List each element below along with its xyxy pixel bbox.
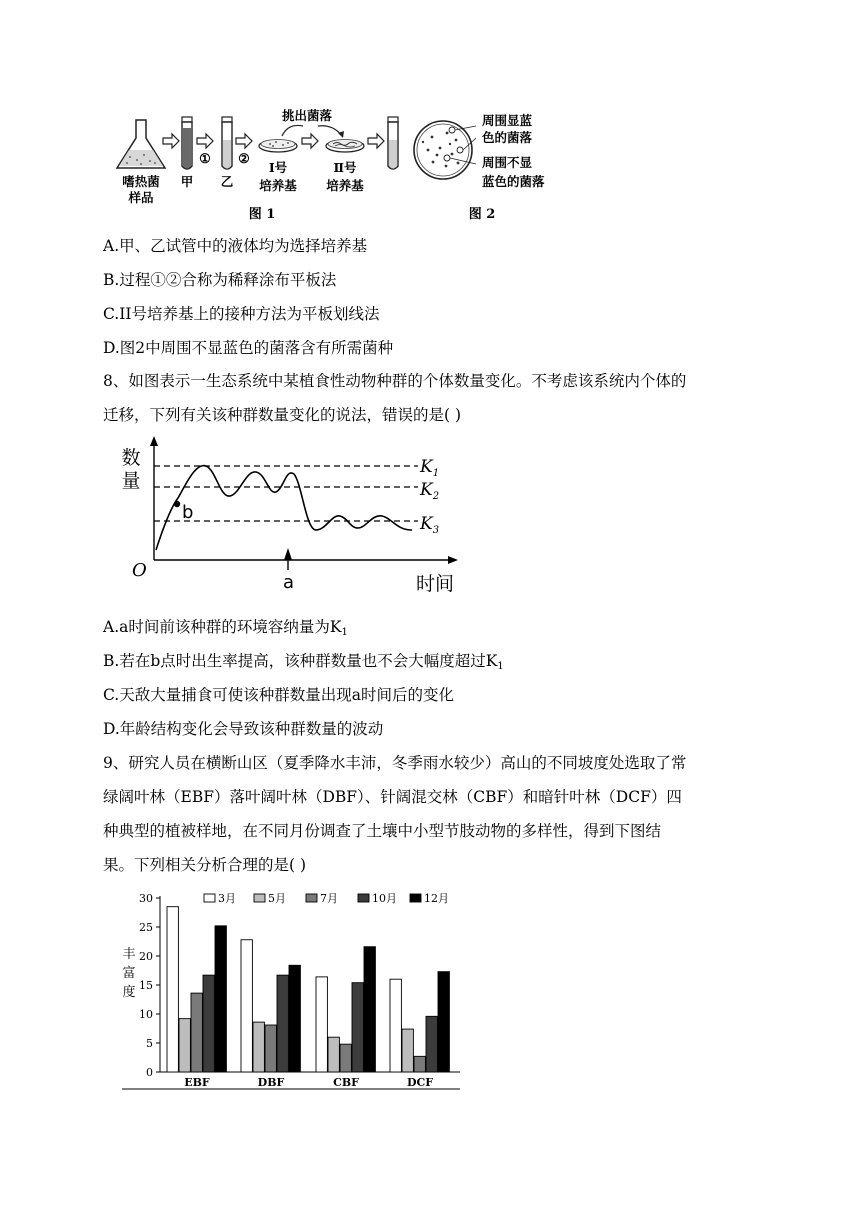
- sample-label-1: 嗜热菌: [122, 174, 160, 189]
- point-b-label: b: [182, 502, 194, 523]
- bar-DCF-10月: [426, 1016, 437, 1072]
- q7-option-a: A.甲、乙试管中的液体均为选择培养基: [103, 237, 368, 255]
- curved-arrow-icon: [282, 125, 303, 136]
- step1-label: ①: [199, 152, 211, 167]
- plate2-label-1: Ⅱ号: [333, 160, 357, 175]
- arrow-right-icon: [197, 134, 213, 148]
- y-label-char1: 数: [121, 447, 141, 469]
- arrow-a-label: a: [283, 572, 295, 593]
- plate1-label-2: 培养基: [259, 178, 297, 193]
- test-tube-yi-icon: [222, 117, 232, 169]
- y-tick-label: 5: [146, 1037, 153, 1050]
- population-graph: [0, 432, 860, 602]
- q8-stem-line1: 8、如图表示一生态系统中某植食性动物种群的个体数量变化。不考虑该系统内个体的: [103, 372, 687, 390]
- tube-yi-label: 乙: [220, 174, 234, 189]
- bar-EBF-7月: [191, 993, 202, 1072]
- bar-DBF-10月: [277, 975, 288, 1072]
- point-b: [174, 501, 180, 507]
- q8-option-c: C.天敌大量捕食可使该种群数量出现a时间后的变化: [103, 686, 454, 704]
- plate2-label-2: 培养基: [326, 178, 364, 193]
- bar-DBF-12月: [289, 965, 300, 1072]
- bar-EBF-3月: [167, 907, 178, 1072]
- y-tick-label: 10: [139, 1008, 153, 1021]
- legend-label: 12月: [424, 892, 449, 905]
- x-axis-arrow-icon: [448, 556, 458, 564]
- sample-label-2: 样品: [128, 190, 154, 205]
- y-label-char2: 量: [121, 470, 141, 492]
- q8-option-d: D.年龄结构变化会导致该种群数量的波动: [103, 720, 384, 738]
- y-tick-label: 15: [139, 979, 153, 992]
- legend-blue-1: 周围显蓝: [482, 113, 533, 128]
- q8-option-a: A.a时间前该种群的环境容纳量为$K_1$: [103, 618, 348, 638]
- curved-arrow-icon: [318, 126, 342, 136]
- arrow-up-icon: [284, 548, 292, 560]
- category-label: DBF: [257, 1076, 285, 1089]
- plate-figure2-icon: [414, 121, 476, 179]
- y-tick-label: 0: [146, 1066, 153, 1079]
- q7-option-b: B.过程①②合称为稀释涂布平板法: [103, 271, 337, 289]
- bar-EBF-12月: [215, 926, 226, 1072]
- legend-swatch: [306, 894, 317, 902]
- figure1-caption: 图 1: [248, 207, 276, 222]
- bar-CBF-12月: [364, 947, 375, 1072]
- y-axis-arrow-icon: [150, 436, 158, 446]
- plate1-label-1: Ⅰ号: [268, 160, 288, 175]
- bar-CBF-7月: [340, 1044, 351, 1072]
- bar-DBF-5月: [253, 1022, 264, 1072]
- q9-stem-line2: 绿阔叶林（EBF）落叶阔叶林（DBF）、针阔混交林（CBF）和暗针叶林（DCF）四: [103, 788, 682, 806]
- k1-label: $K_1$: [420, 457, 440, 479]
- category-label: CBF: [333, 1076, 359, 1089]
- y-tick-label: 20: [139, 950, 153, 963]
- q9-stem-line4: 果。下列相关分析合理的是( ): [103, 856, 307, 874]
- legend-noblue-2: 蓝色的菌落: [482, 174, 545, 189]
- petri-dish-1-icon: [259, 140, 297, 153]
- test-tube-jia-icon: [182, 117, 192, 169]
- legend-swatch: [410, 894, 421, 902]
- pick-colony-label: 挑出菌落: [281, 108, 333, 123]
- y-tick-label: 25: [139, 921, 153, 934]
- q9-stem-line1: 9、研究人员在横断山区（夏季降水丰沛，冬季雨水较少）高山的不同坡度处选取了常: [103, 754, 687, 772]
- legend-noblue-1: 周围不显: [482, 155, 533, 170]
- arrow-right-icon: [236, 134, 252, 148]
- bar-CBF-10月: [352, 983, 363, 1072]
- bar-CBF-3月: [316, 977, 327, 1072]
- population-curve: [156, 466, 412, 550]
- legend-label: 3月: [218, 892, 236, 905]
- k3-label: $K_3$: [420, 514, 440, 536]
- figure2-caption: 图 2: [468, 207, 496, 222]
- bar-DBF-3月: [241, 940, 252, 1072]
- legend-swatch: [358, 894, 369, 902]
- bar-DCF-7月: [414, 1056, 425, 1072]
- q7-option-d: D.图2中周围不显蓝色的菌落含有所需菌种: [103, 339, 394, 357]
- q8-option-b: B.若在b点时出生率提高，该种群数量也不会大幅度超过$K_1$: [103, 652, 504, 672]
- bar-DCF-12月: [438, 972, 449, 1072]
- arrow-right-icon: [302, 134, 318, 148]
- q9-stem-line3: 种典型的植被样地，在不同月份调查了土壤中小型节肢动物的多样性，得到下图结: [103, 822, 662, 840]
- legend-swatch: [204, 894, 215, 902]
- step2-label: ②: [238, 152, 250, 167]
- legend-label: 10月: [372, 892, 397, 905]
- y-axis-label: 丰: [122, 947, 136, 962]
- richness-bar-chart: [0, 885, 860, 1105]
- k2-label: $K_2$: [420, 480, 440, 502]
- legend-swatch: [254, 894, 265, 902]
- tube-jia-label: 甲: [180, 174, 194, 189]
- q8-stem-line2: 迁移，下列有关该种群数量变化的说法，错误的是( ): [103, 406, 462, 424]
- arrow-right-icon: [368, 134, 384, 148]
- y-tick-label: 30: [139, 892, 153, 905]
- origin-label: O: [132, 560, 147, 581]
- petri-dish-2-icon: [326, 140, 364, 153]
- arrow-right-icon: [163, 134, 179, 148]
- flask-icon: [117, 120, 165, 168]
- category-label: DCF: [406, 1076, 434, 1089]
- test-tube-final-icon: [388, 117, 398, 169]
- bar-DCF-5月: [402, 1029, 413, 1072]
- bar-EBF-10月: [203, 975, 214, 1072]
- bar-EBF-5月: [179, 1019, 190, 1072]
- figure-culture-process: [0, 0, 860, 230]
- legend-label: 5月: [268, 892, 286, 905]
- bar-DBF-7月: [265, 1025, 276, 1072]
- bar-DCF-3月: [390, 979, 401, 1072]
- y-axis-label: 富: [122, 966, 136, 981]
- q7-option-c: C.II号培养基上的接种方法为平板划线法: [103, 305, 380, 323]
- legend-blue-2: 色的菌落: [482, 130, 533, 145]
- y-axis-label: 度: [122, 985, 136, 1000]
- legend-label: 7月: [320, 892, 338, 905]
- category-label: EBF: [184, 1076, 210, 1089]
- x-label: 时间: [416, 573, 455, 595]
- bar-CBF-5月: [328, 1037, 339, 1072]
